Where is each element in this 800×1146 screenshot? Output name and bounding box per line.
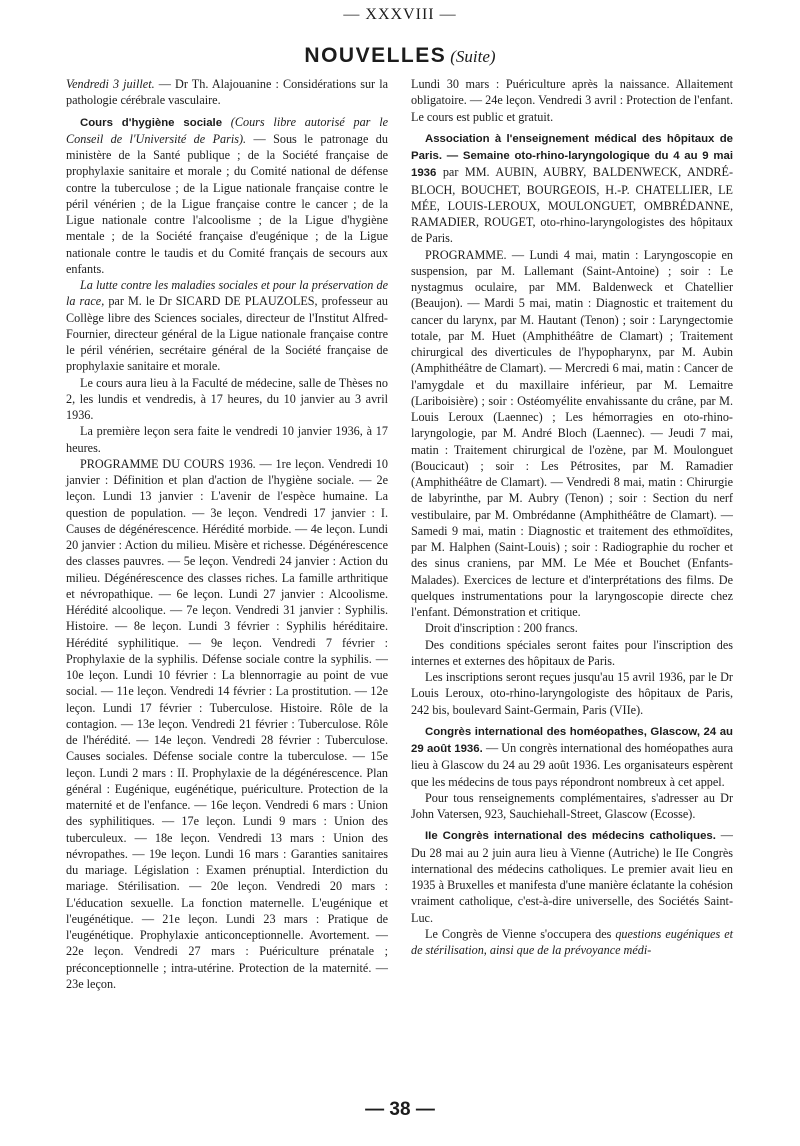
paragraph-text: Des conditions spéciales seront faites pour l'inscription des internes et externes des hôpitaux de Paris. (411, 637, 733, 668)
page-number: — 38 — (365, 1099, 435, 1120)
paragraph (411, 827, 733, 926)
paragraph (66, 375, 388, 424)
paragraph-text: — Du 28 mai au 2 juin aura lieu à Vienne (Autriche) le IIe Congrès international des médecins catholiques. Le premier avait lieu en 1935 à Bruxelles et manifesta d'une manière éclatante la cohésion vraiment catholique, c'est-à-dire universelle, des Sociétés Saint-Luc. (411, 828, 733, 925)
title-suffix: (Suite) (450, 47, 496, 66)
paragraph (411, 723, 733, 790)
paragraph-text: Les inscriptions seront reçues jusqu'au 15 avril 1936, par le Dr Louis Leroux, oto-rhino-laryngologiste des hôpitaux de Paris, 242 bis, boulevard Saint-Germain, Paris (VIIe). (411, 670, 733, 717)
section-heading: Association à l'enseignement médical des hôpitaux de Paris. — Semaine oto-rhino-laryngologique du 4 au 9 mai 1936 (411, 132, 733, 180)
paragraph-text: Droit d'inscription : 200 francs. (425, 621, 578, 636)
paragraph (411, 247, 733, 621)
paragraph (411, 620, 733, 636)
paragraph-text: — Dr Th. Alajouanine : Considérations sur la pathologie cérébrale vasculaire. (66, 77, 388, 108)
paragraph (66, 456, 388, 992)
paragraph (66, 277, 388, 375)
paragraph (411, 130, 733, 247)
paragraph-text: par M. le Dr SICARD DE PLAUZOLES, professeur au Collège libre des Sciences sociales, directeur de l'Institut Alfred-Fournier, directeur général de la Ligue nationale française contre le péril vénérien, secrétaire général de la Société française de prophylaxie sanitaire et morale. (66, 294, 388, 374)
paragraph (66, 76, 388, 109)
paragraph (411, 76, 733, 125)
section-heading: Cours d'hygiène sociale (80, 116, 223, 129)
paragraph-italic: (Cours libre autorisé par le Conseil de l'Université de Paris). (66, 114, 388, 146)
paragraph-text: — Un congrès international des homéopathes aura lieu à Glascow du 24 au 29 août 1936. Les organisateurs espèrent que les médecins de tous pays répondront nombreux à cet appel. (411, 741, 733, 789)
paragraph-prefix: Le Congrès de Vienne s'occupera des (425, 926, 612, 941)
section-heading: Congrès international des homéopathes, Glascow, 24 au 29 août 1936. (411, 725, 733, 755)
paragraph (411, 669, 733, 718)
paragraph-text: par MM. AUBIN, AUBRY, BALDENWECK, ANDRÉ-BLOCH, BOUCHET, BOURGEOIS, H.-P. CHATELLIER, LE MÉE, LOUIS-LEROUX, MOULONGUET, OMBRÉDANNE, RAMADIER, ROUGET, oto-rhino-laryngologistes des hôpitaux de Paris. (411, 165, 733, 246)
paragraph (66, 423, 388, 456)
page-title (0, 44, 800, 68)
paragraph (411, 926, 733, 959)
right-column (411, 76, 733, 958)
paragraph-italic: questions eugéniques et de stérilisation, ainsi que de la prévoyance médi- (411, 926, 733, 957)
title-text: NOUVELLES (304, 44, 447, 67)
paragraph (411, 637, 733, 670)
paragraph-text: Lundi 30 mars : Puériculture après la naissance. Allaitement obligatoire. — 24e leçon. Vendredi 3 avril : Protection de l'enfant. Le cours est public et gratuit. (411, 77, 733, 124)
paragraph-text: PROGRAMME DU COURS 1936. — 1re leçon. Vendredi 10 janvier : Définition et plan d'action de l'hygiène sociale. — 2e leçon. Lundi 13 janvier : L'avenir de l'espèce humaine. La question de population. — 3e leçon. Vendredi 17 janvier : I. Causes de dégénérescence. Hérédité morbide. — 4e leçon. Lundi 20 janvier : Action du milieu. Misère et richesse. Dégénérescence des classes pauvres. — 5e leçon. Vendredi 24 janvier : Action du milieu. Dégénérescence des classes riches. La famille arthritique et névropathique. — 6e leçon. Lundi 27 janvier : Alcoolisme. Hérédité alcoolique. — 7e leçon. Vendredi 31 janvier : Syphilis. Histoire. — 8e leçon. Lundi 3 février : Syphilis héréditaire. Hérédité syphilitique. — 9e leçon. Vendredi 7 février : Prophylaxie de la syphilis. Défense sociale contre la syphilis. — 10e leçon. Lundi 10 février : La blennorragie au point de vue social. — 11e leçon. Vendredi 14 février : La prostitution. — 12e leçon. Lundi 17 février : Tuberculose. Histoire. Rôle de la contagion. — 13e leçon. Vendredi 21 février : Tuberculose. Rôle de l'hérédité. — 14e leçon. Vendredi 28 février : Tuberculose. Causes sociales. Défense sociale contre la tuberculose. — 15e leçon. Lundi 2 mars : II. Prophylaxie de la dégénérescence. Plan général : Eugénique, eugénétique, puériculture. Protection de la maternité et de l'enfance. — 16e leçon. Vendredi 6 mars : Union des syphilitiques. — 17e leçon. Lundi 9 mars : Union des tuberculeux. — 18e leçon. Vendredi 13 mars : Union des névropathes. — 19e leçon. Lundi 16 mars : Garanties sanitaires du mariage. Législation : Examen prénuptial. Interdiction du mariage. Stérilisation. — 20e leçon. Vendredi 20 mars : L'éducation sexuelle. La fonction maternelle. L'eugénique et l'eugénétique. — 21e leçon. Lundi 23 mars : Pratique de l'eugénétique. Prophylaxie anticonceptionnelle. Avortement. — 22e leçon. Vendredi 27 mars : Puériculture prénatale ; préconceptionnelle ; intra-utérine. Protection de la maternité. — 23e leçon. (66, 456, 388, 991)
paragraph (66, 114, 388, 278)
paragraph-text: Le cours aura lieu à la Faculté de médecine, salle de Thèses no 2, les lundis et vendredis, à 17 heures, du 10 janvier au 3 avril 1936. (66, 375, 388, 422)
section-heading: IIe Congrès international des médecins catholiques. (425, 830, 716, 843)
page-number-roman: — XXXVIII — (343, 6, 457, 23)
paragraph-text: La première leçon sera faite le vendredi 10 janvier 1936, à 17 heures. (66, 424, 388, 455)
paragraph-prefix: La lutte contre les maladies sociales et pour la préservation de la race, (66, 278, 388, 309)
paragraph (411, 790, 733, 823)
paragraph-text: Pour tous renseignements complémentaires, s'adresser au Dr John Vatersen, 923, Sauchiehall-Street, Glascow (Ecosse). (411, 790, 733, 821)
paragraph-text: — Sous le patronage du ministère de la Santé publique ; de la Société française de prophylaxie sanitaire et morale ; du Comité national de défense contre la tuberculose ; de la Ligue nationale française contre le péril vénérien ; de la Ligue française contre le cancer ; de la Ligue nationale contre l'alcoolisme ; de la Ligue d'hygiène mentale ; de la Société française d'eugénique ; de la Ligue nationale contre le taudis et du Comité français de secours aux enfants. (66, 131, 388, 276)
paragraph-prefix: Vendredi 3 juillet. (66, 77, 155, 91)
paragraph-text: PROGRAMME. — Lundi 4 mai, matin : Laryngoscopie en suspension, par M. Lallemant (Saint-Antoine) ; soir : Le nystagmus oculaire, par MM. Baldenweck et Chatellier (Beaujon). — Mardi 5 mai, matin : Diagnostic et traitement du cancer du larynx, par M. Hautant (Tenon) ; soir : Laryngectomie totale, par M. Huet (Amphithéâtre de Clamart) ; Traitement chirurgical des diverticules de l'hypopharynx, par M. Aubin (Amphithéâtre de Clamart). — Mercredi 6 mai, matin : Cancer de l'amygdale et du maxillaire inférieur, par M. Lemaitre (Lariboisière) ; soir : Ostéomyélite envahissante du crâne, par M. Louis Leroux (Laennec) ; Les hémorragies en oto-rhino-laryngologie, par M. André Bloch (Laennec). — Jeudi 7 mai, matin : Traitement chirurgical de l'ozène, par M. Moulonguet (Boucicaut) ; soir : Les Pétrosites, par M. Ramadier (Amphithéâtre de Clamart). — Vendredi 8 mai, matin : Chirurgie de labyrinthe, par M. Aubry (Tenon) ; soir : Section du nerf vestibulaire, par M. Ombrédanne (Amphithéâtre de Clamart). — Samedi 9 mai, matin : Diagnostic et traitement des ethmoïdites, par M. Halphen (Saint-Louis) ; soir : Radiographie du rocher et des sinus craniens, par MM. Le Mée et Bouchet (Enfants-Malades). Exercices de lecture et d'interprétations des films. De quelques instrumentations pour la laryngoscopie directe chez l'enfant. Démonstration et critique. (411, 247, 733, 619)
left-column (66, 76, 388, 992)
